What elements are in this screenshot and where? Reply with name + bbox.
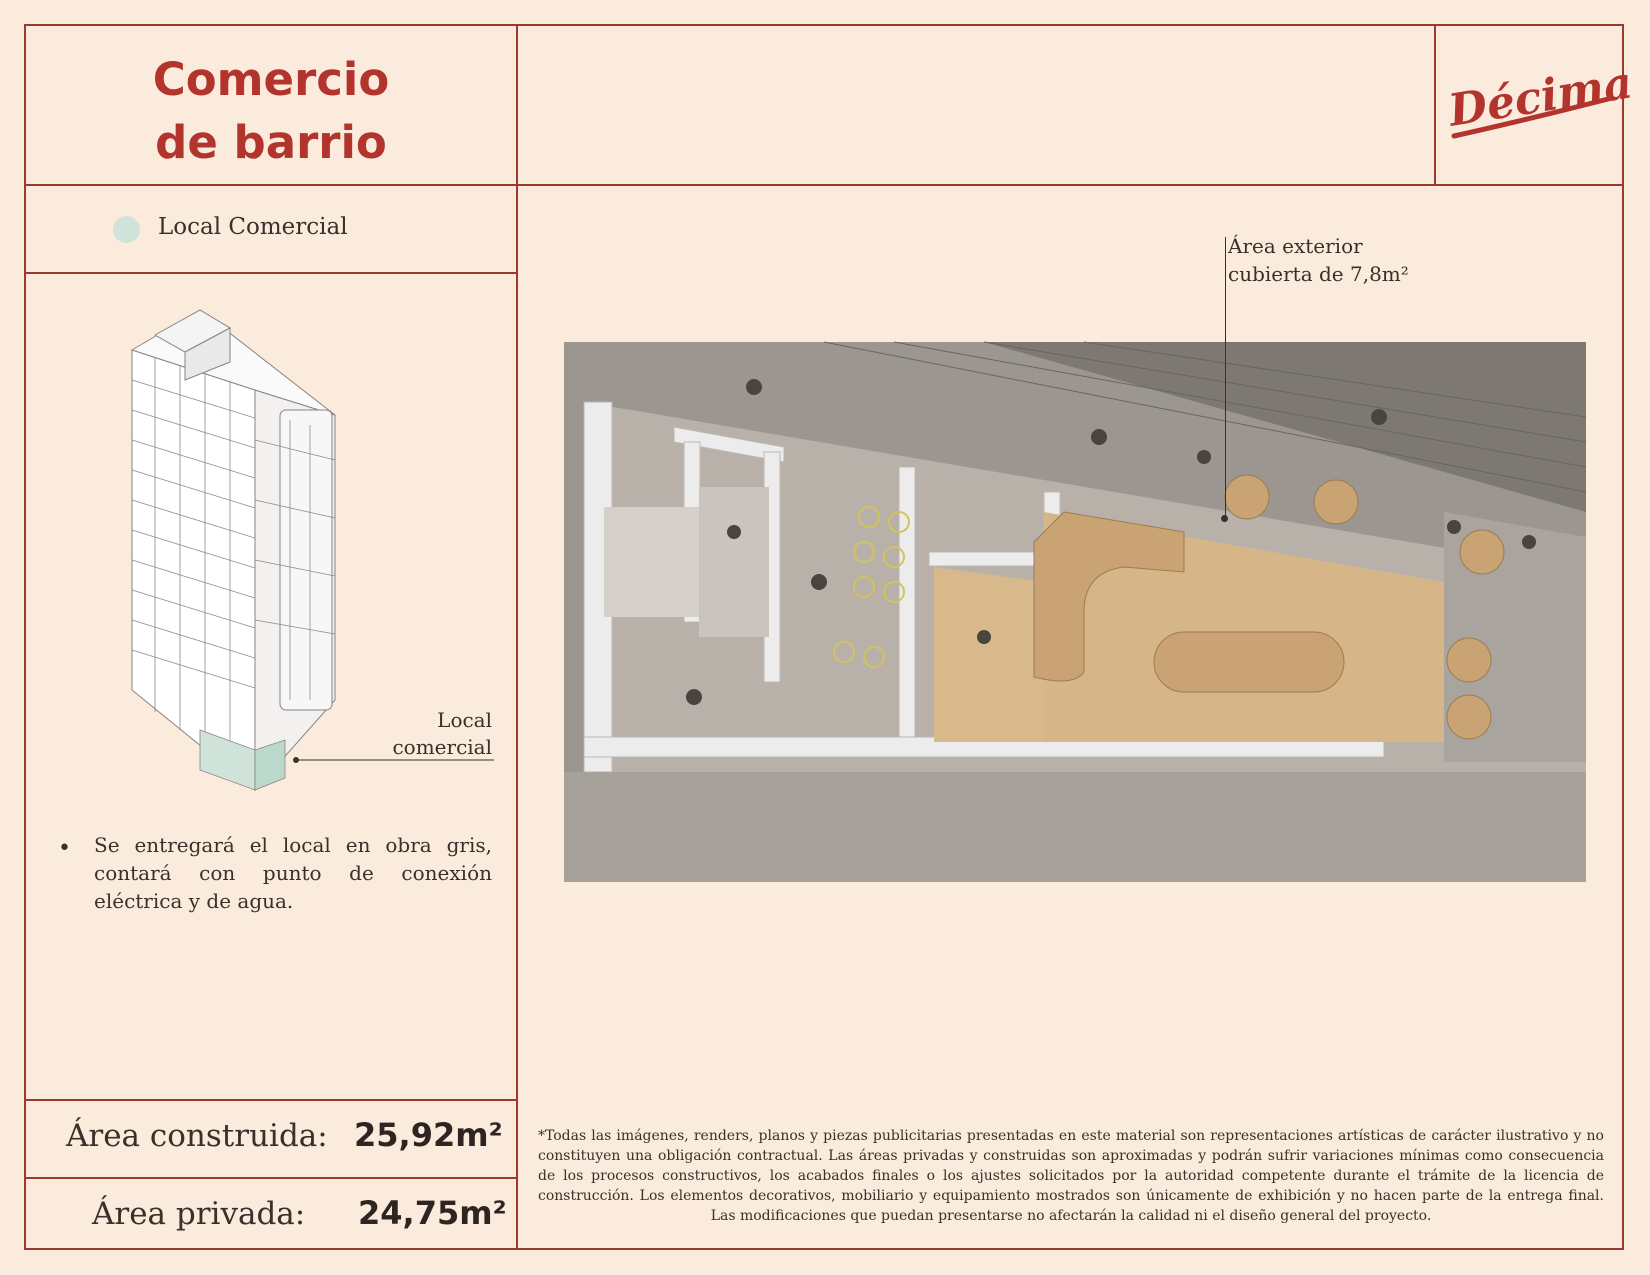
exterior-area-line-2: cubierta de 7,8m² bbox=[1228, 262, 1409, 286]
callout-line-1: Local bbox=[437, 708, 492, 732]
areas-middle-divider bbox=[24, 1177, 516, 1179]
exterior-area-line-1: Área exterior bbox=[1228, 234, 1363, 258]
header-divider bbox=[24, 184, 1624, 186]
areas-top-divider bbox=[24, 1099, 516, 1101]
left-column-divider bbox=[516, 24, 518, 1250]
exterior-area-leader-dot bbox=[1221, 515, 1228, 522]
built-area-label: Área construida: bbox=[66, 1118, 328, 1154]
built-area-value: 25,92m² bbox=[354, 1116, 503, 1154]
building-isometric-drawing bbox=[110, 300, 350, 794]
logo-cell-divider bbox=[1434, 24, 1436, 184]
legend-swatch bbox=[113, 216, 140, 243]
decima-logo bbox=[1445, 57, 1636, 144]
commercial-unit-callout bbox=[360, 707, 492, 761]
title-line-1: Comercio bbox=[152, 53, 390, 106]
exterior-area-leader-line bbox=[1225, 237, 1226, 522]
callout-line-2: comercial bbox=[392, 735, 492, 759]
legend-label: Local Comercial bbox=[158, 214, 348, 240]
svg-text:Décima: Décima bbox=[1445, 57, 1636, 137]
page-title bbox=[26, 48, 516, 174]
bullet-icon: • bbox=[58, 836, 71, 861]
private-area-label: Área privada: bbox=[92, 1196, 306, 1232]
legal-disclaimer: *Todas las imágenes, renders, planos y piezas publicitarias presentadas en este material son representaciones artísticas de carácter ilustrativo y no constituyen una obligación contractual. Las áreas privadas y construidas son aproximadas y podrán sufrir variaciones mínimas como consecuencia de los procesos constructivos, los acabados finales o los ajustes solicitados por la autoridad competente durante el trámite de la licencia de construcción. Los elementos decorativos, mobiliario y equipamiento mostrados son únicamente de exhibición y no hacen parte de la entrega final. Las modificaciones que puedan presentarse no afectarán la calidad ni el diseño general del proyecto. bbox=[538, 1128, 1604, 1224]
private-area-value: 24,75m² bbox=[358, 1194, 507, 1232]
exterior-area-annotation bbox=[1228, 232, 1409, 288]
legend-divider bbox=[24, 272, 516, 274]
delivery-note: Se entregará el local en obra gris, contará con punto de conexión eléctrica y de agua. bbox=[94, 833, 492, 913]
title-line-2: de barrio bbox=[155, 116, 387, 169]
floor-plan-render bbox=[564, 342, 1586, 882]
